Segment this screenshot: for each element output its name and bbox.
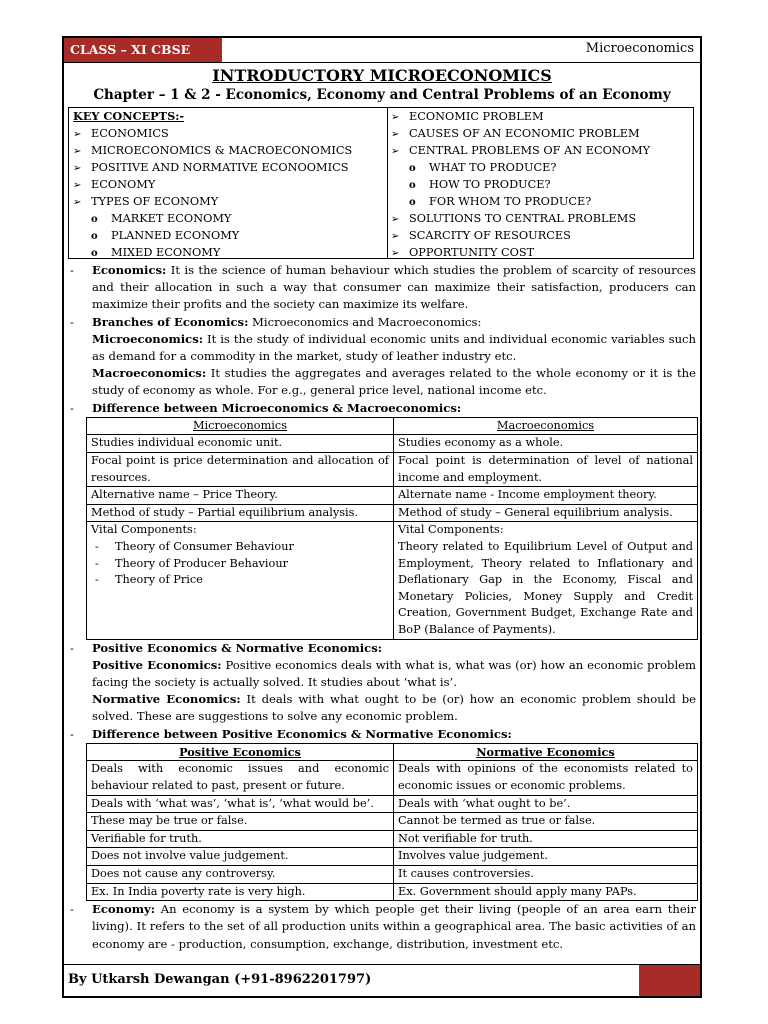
table-cell: Involves value judgement. bbox=[394, 848, 698, 866]
key-concept-label: PLANNED ECONOMY bbox=[111, 229, 240, 242]
subject-label: Microeconomics bbox=[585, 41, 694, 56]
table-cell: Verifiable for truth. bbox=[87, 830, 394, 848]
footer-accent-block bbox=[639, 965, 700, 996]
key-concept-label: TYPES OF ECONOMY bbox=[91, 195, 219, 208]
table-header-row bbox=[87, 743, 698, 761]
arrow-icon: ➢ bbox=[73, 163, 82, 174]
table-cell: Studies individual economic unit. bbox=[87, 435, 394, 453]
economics-term: Economics: bbox=[92, 263, 167, 277]
dash-marker: - bbox=[70, 263, 74, 277]
content-body bbox=[64, 262, 700, 953]
key-concept-label: MICROECONOMICS & MACROECONOMICS bbox=[91, 144, 353, 157]
arrow-icon: ➢ bbox=[73, 197, 82, 208]
key-concept-label: SOLUTIONS TO CENTRAL PROBLEMS bbox=[409, 212, 637, 225]
key-concept-item bbox=[69, 244, 387, 261]
key-concept-label: WHAT TO PRODUCE? bbox=[429, 161, 557, 174]
key-concepts-heading: KEY CONCEPTS:- bbox=[73, 109, 185, 123]
column-header-micro: Microeconomics bbox=[87, 417, 394, 435]
key-concept-label: SCARCITY OF RESOURCES bbox=[409, 229, 571, 242]
normative-text: It deals with what ought to be (or) how an economic problem should be solved. These are suggestions to solve any economic problem. bbox=[92, 692, 696, 724]
bullet-icon: o bbox=[91, 248, 98, 259]
positive-normative-table bbox=[86, 743, 698, 901]
page-title: INTRODUCTORY MICROECONOMICS bbox=[212, 66, 552, 85]
table-cell: Deals with economic issues and economic behaviour related to past, present or future. bbox=[87, 761, 394, 795]
header-divider bbox=[64, 62, 700, 63]
vital-component-label: Theory of Producer Behaviour bbox=[115, 556, 289, 570]
table-row bbox=[87, 522, 698, 639]
economy-term: Economy: bbox=[92, 902, 156, 917]
vital-text: Theory related to Equilibrium Level of Output and Employment, Theory related to Inflationary and Deflationary Gap in the Economy, Fiscal and Monetary Policies, Money Supply and Credit Creation, Government Budget, Exchange Rate and BoP (Balance of Payments). bbox=[398, 539, 693, 636]
macro-text: It studies the aggregates and averages related to the whole economy or it is the study of economy as whole. For e.g., general price level, national income etc. bbox=[92, 366, 696, 398]
arrow-icon: ➢ bbox=[391, 231, 400, 242]
dash-marker: - bbox=[70, 400, 74, 415]
key-concept-label: MARKET ECONOMY bbox=[111, 212, 232, 225]
key-concept-label: ECONOMICS bbox=[91, 127, 169, 140]
branches-of-economics bbox=[64, 314, 700, 400]
key-concept-item bbox=[387, 244, 693, 261]
arrow-icon: ➢ bbox=[391, 214, 400, 225]
table-cell: Deals with ‘what ought to be’. bbox=[394, 795, 698, 813]
table-row bbox=[87, 813, 698, 831]
dash-marker: - bbox=[95, 539, 99, 553]
table-cell: Deals with ‘what was’, ‘what is’, ‘what would be’. bbox=[87, 795, 394, 813]
key-concept-label: FOR WHOM TO PRODUCE? bbox=[429, 195, 592, 208]
table-cell: Alternate name - Income employment theory. bbox=[394, 487, 698, 505]
document-page bbox=[62, 36, 702, 998]
arrow-icon: ➢ bbox=[391, 248, 400, 259]
table-cell: Ex. Government should apply many PAPs. bbox=[394, 883, 698, 901]
key-concept-item bbox=[387, 227, 693, 244]
table-row bbox=[87, 883, 698, 901]
key-concept-label: CAUSES OF AN ECONOMIC PROBLEM bbox=[409, 127, 640, 140]
bullet-icon: o bbox=[91, 214, 98, 225]
branches-text: Microeconomics and Macroeconomics: bbox=[248, 314, 482, 329]
footer-divider bbox=[64, 964, 700, 965]
dash-marker: - bbox=[70, 902, 74, 917]
vital-title: Vital Components: bbox=[398, 523, 504, 537]
table-cell: Does not cause any controversy. bbox=[87, 865, 394, 883]
diff-micro-macro-heading bbox=[64, 400, 700, 417]
positive-text: Positive economics deals with what is, what was (or) how an economic problem facing the society is actually solved. It studies about ‘what is’. bbox=[92, 657, 697, 689]
section-heading: Positive Economics & Normative Economics: bbox=[92, 640, 383, 655]
arrow-icon: ➢ bbox=[73, 146, 82, 157]
vital-title: Vital Components: bbox=[91, 523, 197, 537]
table-cell: Ex. In India poverty rate is very high. bbox=[87, 883, 394, 901]
class-badge: CLASS – XI CBSE BOARD bbox=[64, 38, 222, 62]
table-cell: It causes controversies. bbox=[394, 865, 698, 883]
key-concept-label: POSITIVE AND NORMATIVE ECONOOMICS bbox=[91, 161, 349, 174]
key-concept-label: ECONOMY bbox=[91, 178, 156, 191]
table-row bbox=[87, 761, 698, 795]
key-concept-item bbox=[387, 176, 693, 193]
key-concept-item bbox=[387, 193, 693, 210]
table-row bbox=[87, 795, 698, 813]
economy-definition bbox=[64, 901, 700, 953]
column-header-positive: Positive Economics bbox=[87, 743, 394, 761]
table-cell: Alternative name – Price Theory. bbox=[87, 487, 394, 505]
key-concepts-right-column bbox=[387, 108, 693, 261]
dash-marker: - bbox=[95, 556, 99, 570]
key-concepts-left-column bbox=[69, 108, 388, 258]
key-concept-item bbox=[387, 142, 693, 159]
vital-component-item bbox=[91, 556, 389, 573]
positive-normative-table-body bbox=[87, 761, 698, 901]
key-concept-item bbox=[387, 159, 693, 176]
column-header-normative: Normative Economics bbox=[394, 743, 698, 761]
table-cell: Focal point is price determination and allocation of resources. bbox=[87, 453, 394, 487]
bullet-icon: o bbox=[91, 231, 98, 242]
column-header-macro: Macroeconomics bbox=[394, 417, 698, 435]
table-cell: Cannot be termed as true or false. bbox=[394, 813, 698, 831]
arrow-icon: ➢ bbox=[391, 146, 400, 157]
normative-term: Normative Economics: bbox=[92, 692, 241, 707]
economy-text: An economy is a system by which people get their living (people of an area earn their living). It refers to the set of all production units within a geographical area. The basic activities of an economy are - production, consumption, exchange, distribution, investment etc. bbox=[92, 902, 696, 951]
table-row bbox=[87, 830, 698, 848]
vital-component-item bbox=[91, 572, 389, 589]
key-concept-item bbox=[69, 159, 387, 176]
bullet-icon: o bbox=[409, 197, 416, 208]
arrow-icon: ➢ bbox=[73, 180, 82, 191]
dash-marker: - bbox=[70, 726, 74, 741]
table-row bbox=[87, 487, 698, 505]
table-cell: Method of study – Partial equilibrium analysis. bbox=[87, 504, 394, 522]
table-cell: Focal point is determination of level of national income and employment. bbox=[394, 453, 698, 487]
positive-term: Positive Economics: bbox=[92, 657, 222, 672]
key-concept-item bbox=[69, 210, 387, 227]
vital-component-label: Theory of Consumer Behaviour bbox=[115, 539, 294, 553]
table-row bbox=[87, 865, 698, 883]
macro-term: Macroeconomics: bbox=[92, 366, 207, 381]
micro-text: It is the study of individual economic units and individual economic variables such as demand for a commodity in the market, study of leather industry etc. bbox=[92, 331, 696, 364]
key-concept-item bbox=[69, 227, 387, 244]
micro-macro-table-body bbox=[87, 435, 698, 522]
vital-component-label: Theory of Price bbox=[115, 573, 203, 587]
dash-marker: - bbox=[70, 640, 74, 655]
section-heading: Difference between Positive Economics & Normative Economics: bbox=[92, 726, 512, 741]
section-heading: Difference between Microeconomics & Macroeconomics: bbox=[92, 400, 462, 415]
key-concepts-box bbox=[68, 107, 694, 259]
key-concept-label: HOW TO PRODUCE? bbox=[429, 178, 551, 191]
table-header-row bbox=[87, 417, 698, 435]
key-concept-label: MIXED ECONOMY bbox=[111, 246, 221, 259]
key-concept-item bbox=[387, 108, 693, 125]
key-concept-label: ECONOMIC PROBLEM bbox=[409, 110, 544, 123]
vital-component-item bbox=[91, 539, 389, 556]
dash-marker: - bbox=[95, 573, 99, 587]
table-cell: Deals with opinions of the economists related to economic issues or economic problems. bbox=[394, 761, 698, 795]
diff-pos-norm-heading bbox=[64, 726, 700, 743]
key-concept-item bbox=[69, 176, 387, 193]
arrow-icon: ➢ bbox=[73, 129, 82, 140]
key-concept-item bbox=[69, 125, 387, 142]
branches-term: Branches of Economics: bbox=[92, 314, 249, 329]
economics-text: It is the science of human behaviour which studies the problem of scarcity of resources and their allocation in such a way that consumer can maximize their satisfaction, producers can maximize their profits and the society can maximize its welfare. bbox=[92, 263, 696, 312]
economics-definition bbox=[64, 262, 700, 314]
arrow-icon: ➢ bbox=[391, 129, 400, 140]
key-concept-label: CENTRAL PROBLEMS OF AN ECONOMY bbox=[409, 144, 651, 157]
table-row bbox=[87, 435, 698, 453]
table-row bbox=[87, 848, 698, 866]
key-concept-item bbox=[387, 125, 693, 142]
table-cell: Studies economy as a whole. bbox=[394, 435, 698, 453]
positive-normative-section bbox=[64, 640, 700, 726]
bullet-icon: o bbox=[409, 163, 416, 174]
table-cell: Method of study – General equilibrium analysis. bbox=[394, 504, 698, 522]
vital-components-micro bbox=[87, 522, 394, 639]
vital-components-macro bbox=[394, 522, 698, 639]
table-cell: These may be true or false. bbox=[87, 813, 394, 831]
table-cell: Does not involve value judgement. bbox=[87, 848, 394, 866]
bullet-icon: o bbox=[409, 180, 416, 191]
footer-author: By Utkarsh Dewangan (+91-8962201797) bbox=[68, 972, 372, 987]
table-row bbox=[87, 453, 698, 487]
table-cell: Not verifiable for truth. bbox=[394, 830, 698, 848]
key-concept-item bbox=[69, 142, 387, 159]
chapter-title: Chapter – 1 & 2 - Economics, Economy and Central Problems of an Economy bbox=[93, 87, 671, 103]
dash-marker: - bbox=[70, 314, 74, 329]
vital-components-list bbox=[91, 539, 389, 589]
arrow-icon: ➢ bbox=[391, 112, 400, 123]
key-concept-item bbox=[387, 210, 693, 227]
micro-macro-table bbox=[86, 417, 698, 640]
key-concept-label: OPPORTUNITY COST bbox=[409, 246, 535, 259]
micro-term: Microeconomics: bbox=[92, 331, 204, 346]
key-concept-item bbox=[69, 193, 387, 210]
table-row bbox=[87, 504, 698, 522]
